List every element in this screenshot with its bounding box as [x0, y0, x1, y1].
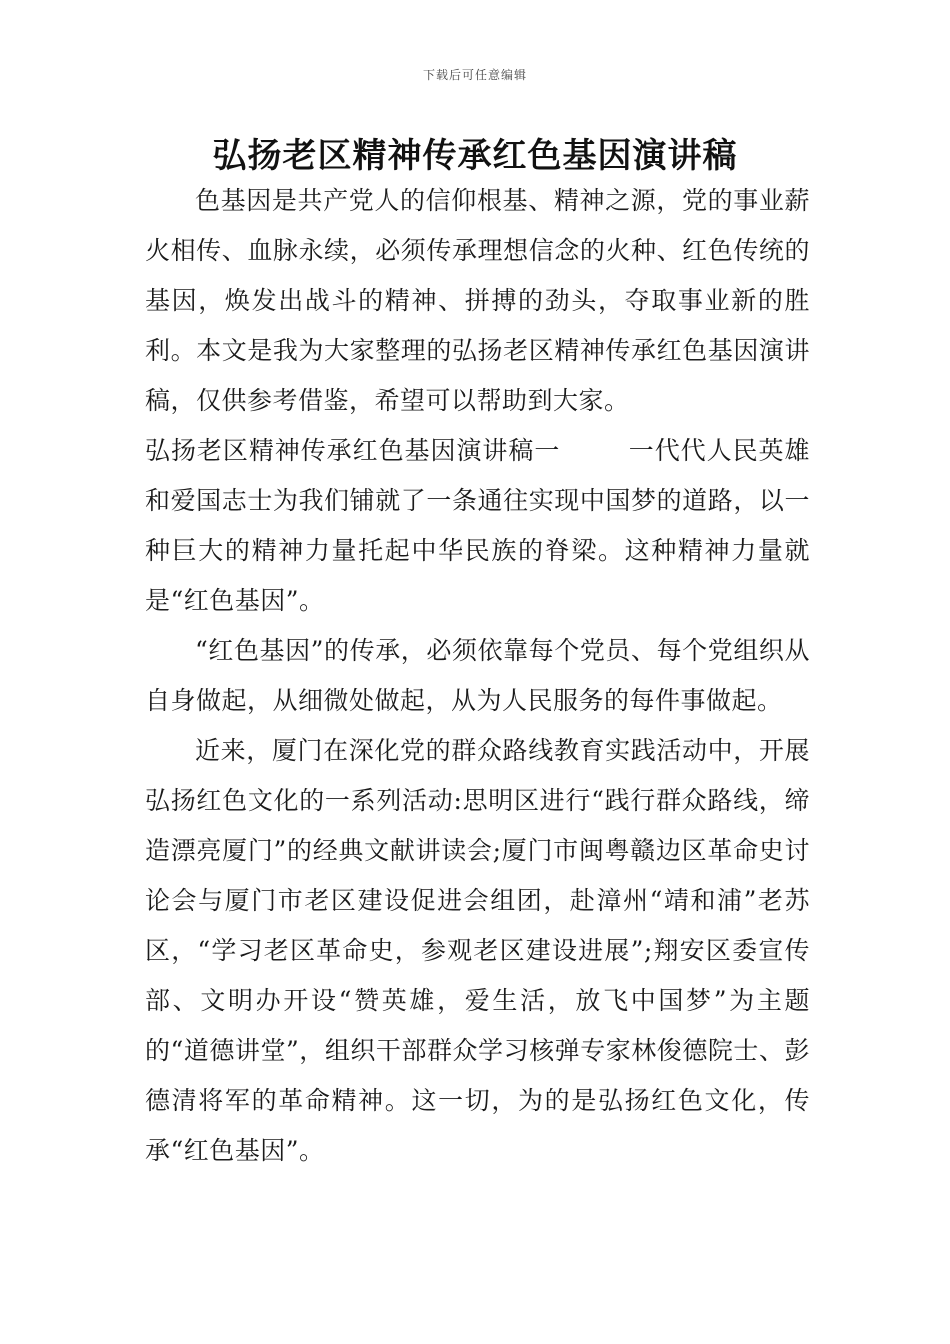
intro-paragraph: 色基因是共产党人的信仰根基、精神之源，党的事业薪火相传、血脉永续，必须传承理想信念的火种、红色传统的基因，焕发出战斗的精神、拼搏的劲头，夺取事业新的胜利。本文是我为大家整理的弘扬老区精神传承红色基因演讲稿，仅供参考借鉴，希望可以帮助到大家。 — [145, 186, 810, 415]
document-body — [145, 176, 810, 1176]
section-heading: 弘扬老区精神传承红色基因演讲稿一 — [145, 436, 561, 465]
header-note: 下载后可任意编辑 — [422, 68, 527, 82]
section-paragraph — [145, 426, 810, 626]
paragraph-2: “红色基因”的传承，必须依靠每个党员、每个党组织从自身做起，从细微处做起，从为人民服务的每件事做起。 — [145, 636, 810, 715]
section-first-text: 一代代人民英雄和爱国志士为我们铺就了一条通往实现中国梦的道路，以一种巨大的精神力量托起中华民族的脊梁。这种精神力量就是“红色基因”。 — [145, 436, 810, 615]
paragraph-3: 近来，厦门在深化党的群众路线教育实践活动中，开展弘扬红色文化的一系列活动:思明区进行“践行群众路线，缔造漂亮厦门”的经典文献讲读会;厦门市闽粤赣边区革命史讨论会与厦门市老区建设促进会组团，赴漳州“靖和浦”老苏区，“学习老区革命史，参观老区建设进展”;翔安区委宣传部、文明办开设“赞英雄，爱生活，放飞中国梦”为主题的“道德讲堂”，组织干部群众学习核弹专家林俊德院士、彭德清将军的革命精神。这一切，为的是弘扬红色文化，传承“红色基因”。 — [145, 736, 810, 1165]
document-title: 弘扬老区精神传承红色基因演讲稿 — [212, 136, 738, 176]
